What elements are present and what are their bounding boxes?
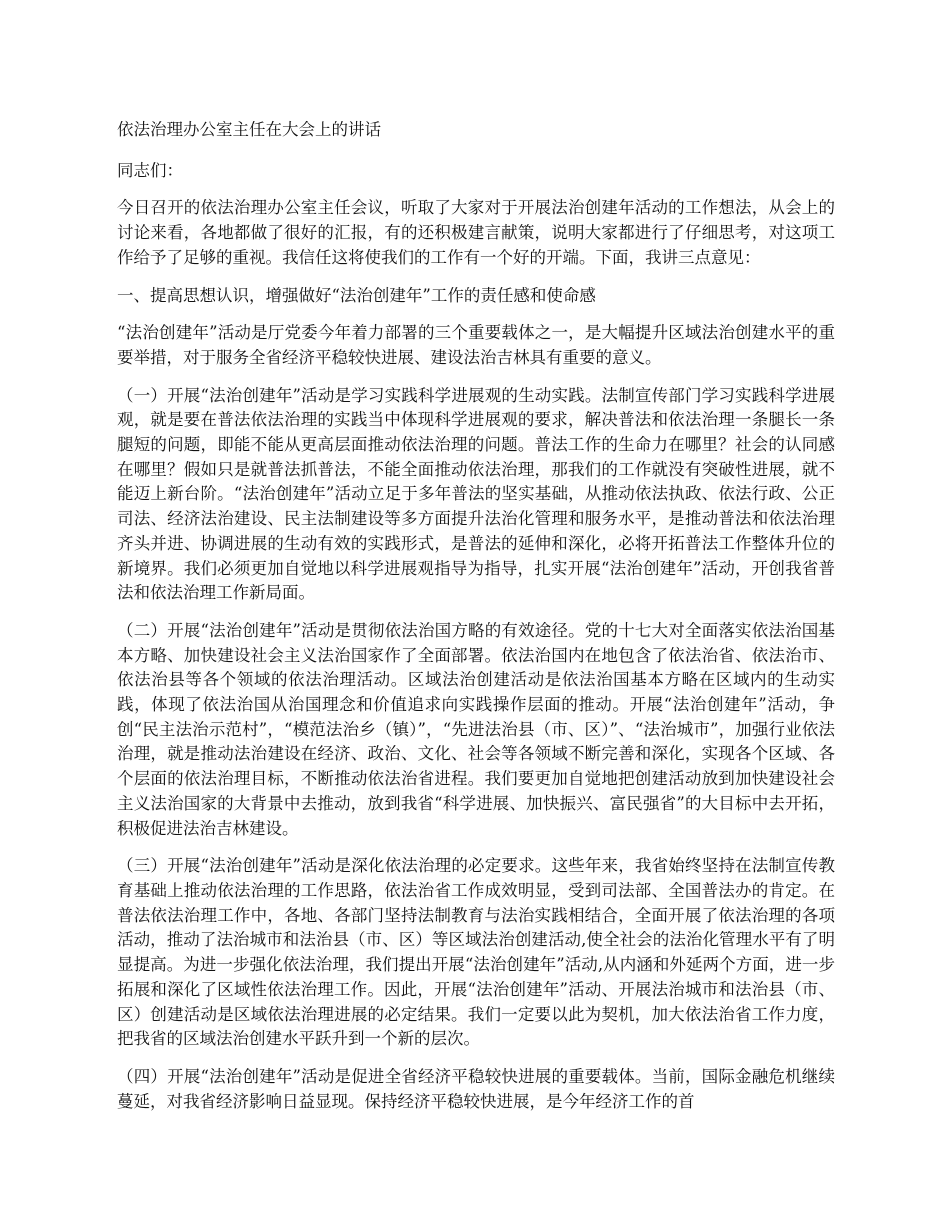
section-heading: 一、提高思想认识，增强做好“法治创建年”工作的责任感和使命感	[117, 285, 596, 305]
body-paragraph: （四）开展“法治创建年”活动是促进全省经济平稳较快进展的重要载体。当前，国际金融危机继续蔓延，对我省经济影响日益显现。保持经济平稳较快进展，是今年经济工作的首	[117, 1066, 835, 1111]
body-paragraph: （三）开展“法治创建年”活动是深化依法治理的必定要求。这些年来，我省始终坚持在法制宣传教育基础上推动依法治理的工作思路，依法治省工作成效明显，受到司法部、全国普法办的肯定。在普法依法治理工作中，各地、各部门坚持法制教育与法治实践相结合，全面开展了依法治理的各项活动，推动了法治城市和法治县（市、区）等区域法治创建活动,使全社会的法治化管理水平有了明显提高。为进一步强化依法治理，我们提出开展“法治创建年”活动,从内涵和外延两个方面，进一步拓展和深化了区域性依法治理工作。因此，开展“法治创建年”活动、开展法治城市和法治县（市、区）创建活动是区域依法治理进展的必定结果。我们一定要以此为契机，加大依法治省工作力度，把我省的区域法治创建水平跃升到一个新的层次。	[117, 856, 835, 1049]
body-paragraph: （一）开展“法治创建年”活动是学习实践科学进展观的生动实践。法制宣传部门学习实践科学进展观，就是要在普法依法治理的实践当中体现科学进展观的要求，解决普法和依法治理一条腿长一条腿短的问题，即能不能从更高层面推动依法治理的问题。普法工作的生命力在哪里？社会的认同感在哪里？假如只是就普法抓普法，不能全面推动依法治理，那我们的工作就没有突破性进展，就不能迈上新台阶。“法治创建年”活动立足于多年普法的坚实基础，从推动依法执政、依法行政、公正司法、经济法治建设、民主法制建设等多方面提升法治化管理和服务水平，是推动普法和依法治理齐头并进、协调进展的生动有效的实践形式，是普法的延伸和深化，必将开拓普法工作整体升位的新境界。我们必须更加自觉地以科学进展观指导为指导，扎实开展“法治创建年”活动，开创我省普法和依法治理工作新局面。	[117, 385, 835, 603]
opening-paragraph: 今日召开的依法治理办公室主任会议，听取了大家对于开展法治创建年活动的工作想法，从会上的讨论来看，各地都做了很好的汇报，有的还积极建言献策，说明大家都进行了仔细思考，对这项工作给予了足够的重视。我信任这将使我们的工作有一个好的开端。下面，我讲三点意见：	[117, 198, 835, 267]
document-page	[117, 118, 835, 1127]
salutation: 同志们：	[117, 160, 183, 180]
document-title: 依法治理办公室主任在大会上的讲话	[117, 120, 381, 139]
body-paragraph: （二）开展“法治创建年”活动是贯彻依法治国方略的有效途径。党的十七大对全面落实依法治国基本方略、加快建设社会主义法治国家作了全面部署。依法治国内在地包含了依法治省、依法治市、依法治县等各个领域的依法治理活动。区域法治创建活动是依法治国基本方略在区域内的生动实践，体现了依法治国从治国理念和价值追求向实践操作层面的推动。开展“法治创建年”活动，争创“民主法治示范村”，“模范法治乡（镇）”，“先进法治县（市、区）”、“法治城市”，加强行业依法治理，就是推动法治建设在经济、政治、文化、社会等各领域不断完善和深化，实现各个区域、各个层面的依法治理目标，不断推动依法治省进程。我们要更加自觉地把创建活动放到加快建设社会主义法治国家的大背景中去推动，放到我省“科学进展、加快振兴、富民强省”的大目标中去开拓，积极促进法治吉林建设。	[117, 620, 835, 838]
body-paragraph: “法治创建年”活动是厅党委今年着力部署的三个重要载体之一，是大幅提升区域法治创建水平的重要举措，对于服务全省经济平稳较快进展、建设法治吉林具有重要的意义。	[117, 323, 835, 367]
